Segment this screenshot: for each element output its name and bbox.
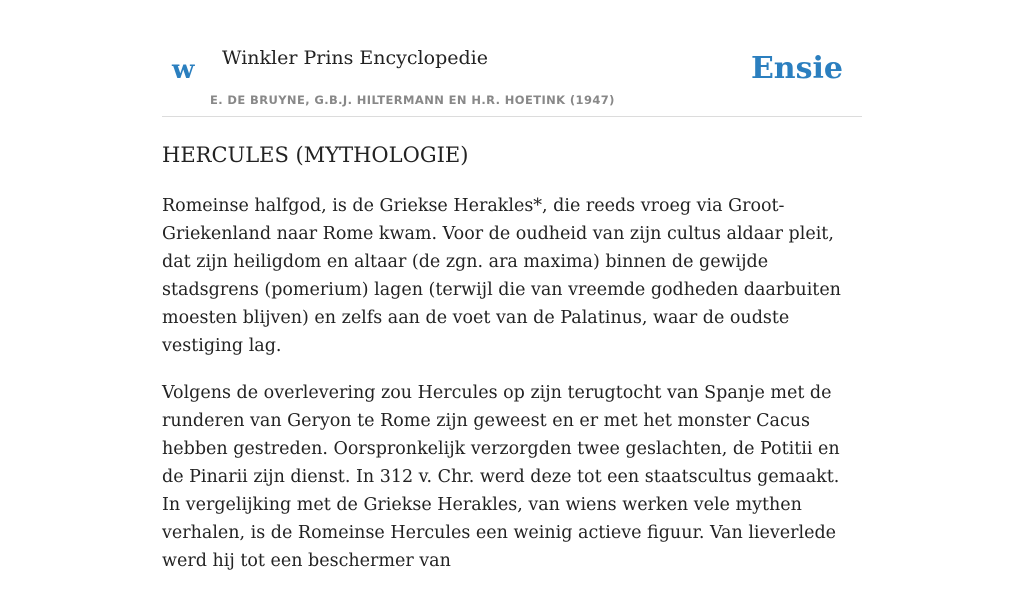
article-body xyxy=(162,192,862,594)
site-header xyxy=(162,40,862,117)
authors-line: E. DE BRUYNE, G.B.J. HILTERMANN EN H.R. HOETINK (1947) xyxy=(210,93,615,107)
article-title: HERCULES (MYTHOLOGIE) xyxy=(162,143,469,167)
article-paragraph: Volgens de overlevering zou Hercules op zijn terugtocht van Spanje met de runderen van Geryon te Rome zijn geweest en er met het monster Cacus hebben gestreden. Oorspronkelijk verzorgden twee geslachten, de Potitii en de Pinarii zijn dienst. In 312 v. Chr. werd deze tot een staatscultus gemaakt. In vergelijking met de Griekse Herakles, van wiens werken vele mythen verhalen, is de Romeinse Hercules een weinig actieve figuur. Van lieverlede werd hij tot een beschermer van xyxy=(162,383,840,571)
article-paragraph: Romeinse halfgod, is de Griekse Herakles*, die reeds vroeg via Groot-Griekenland naar Rome kwam. Voor de oudheid van zijn cultus aldaar pleit, dat zijn heiligdom en altaar (de zgn. ara maxima) binnen de gewijde stadsgrens (pomerium) lagen (terwijl die van vreemde godheden daarbuiten moesten blijven) en zelfs aan de voet van de Palatinus, waar de oudste vestiging lag. xyxy=(162,196,841,356)
winkler-prins-logo[interactable]: w xyxy=(172,55,195,85)
ensie-logo[interactable]: Ensie xyxy=(750,51,843,86)
publication-title[interactable]: Winkler Prins Encyclopedie xyxy=(222,47,488,69)
